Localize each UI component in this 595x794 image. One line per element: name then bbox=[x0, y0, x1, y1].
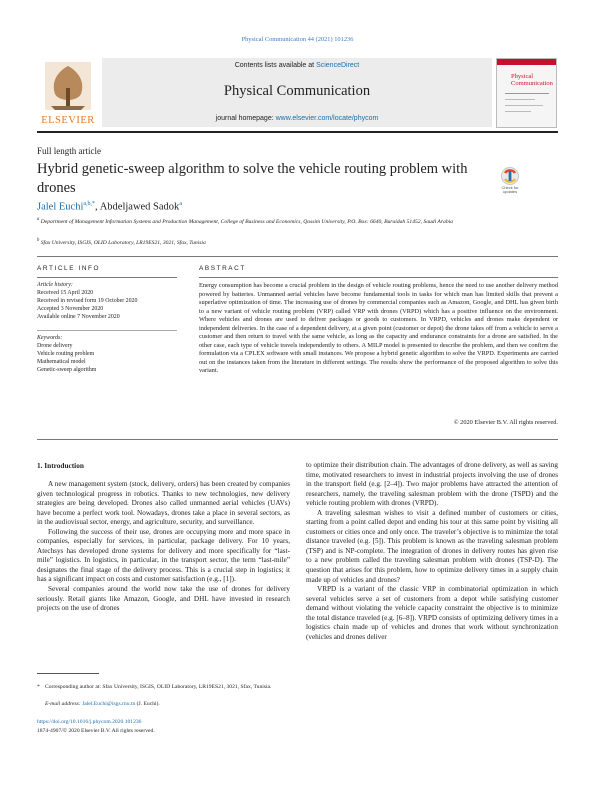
doi-link[interactable]: https://doi.org/10.1016/j.phycom.2020.101236 bbox=[37, 719, 142, 725]
check-updates-icon bbox=[496, 166, 524, 186]
contents-line: Contents lists available at ScienceDirect bbox=[234, 62, 360, 69]
email-footnote: E-mail address: Jalel.Euchi@isgs.rnu.tn (J. Euchi). bbox=[45, 701, 160, 707]
author-name[interactable]: Abdeljawed Sadok bbox=[99, 201, 180, 213]
section-heading: 1. Introduction bbox=[37, 461, 84, 470]
history-item: Accepted 3 November 2020 bbox=[37, 305, 104, 312]
abstract-text: Energy consumption has become a crucial problem in the design of vehicle routing problems, hence the need to use another delivery method powered by batteries. Unmanned aerial vehicles have become fundamental tools in tasks for which man has limited skills that prevent a superlative optimization of time. The increasing use of drones by commercial companies such as Amazon, Google, and DHL has given birth to a new variant of vehicle routing problem (VRP) called VRP with drones (VRPD) which has a positive influence on the environment. Where vehicles and drones are used to deliver packages or goods to customers. In VRPD, vehicles and drones make dependent or independent deliveries. In the case of a dependent delivery, at a given point (customer or depot) the drone takes off from a vehicle to serve a customer and then return to travel with the same vehicle, as long as the capacity and endurance constraints for a drone are satisfied. In the other case, each type of vehicle travels independently to others. A MILP model is presented to describe the problem, and then we confirm the formulation via a CPLEX software with small instances. We propose a hybrid genetic algorithm to solve the VRPD. Experiments are carried out on the instances taken from the literature in different settings. The results show the performance of the proposed algorithm to solve this variant. bbox=[199, 282, 558, 375]
journal-cover-thumbnail[interactable] bbox=[496, 58, 557, 128]
divider bbox=[199, 277, 558, 278]
paragraph: Several companies around the world now take the use of drones for delivery seriously. Retail giants like Amazon, Google, and DHL have invested in research projects on the use of drones bbox=[37, 585, 290, 613]
paragraph: VRPD is a variant of the classic VRP in combinatorial optimization in which several vehicles serve a set of customers from a depot while satisfying customer demand without violating the vehicle capacity constraint the objective is to minimize the total distance traveled (e.g. [6–8]). VRPD consists of optimizing delivery times in a logistics chain made up of vehicles and drones that work without synchronization (vehicles and drones deliver bbox=[306, 585, 558, 641]
article-info-heading: ARTICLE INFO bbox=[37, 265, 101, 272]
article-history: Article history: Received 15 April 2020 Received in revised form 19 October 2020 Accepted 3 November 2020 Available online 7 November 2020 bbox=[37, 282, 177, 322]
keyword: Vehicle routing problem bbox=[37, 350, 95, 357]
keyword: Drone delivery bbox=[37, 342, 73, 349]
divider bbox=[37, 277, 177, 278]
header-rule bbox=[37, 131, 558, 133]
paragraph: A new management system (stock, delivery, orders) has been created by companies given technological progress in robotics. Thanks to new technologies, new delivery strategies are being developed. Drones also called unmanned aerial vehicles (UAVs) have become a perfect work tool. Nowadays, drones take a place in several sectors, as in the audiovisual sector, energy, and agriculture, security, and surveillance. bbox=[37, 480, 290, 527]
journal-homepage-link[interactable]: www.elsevier.com/locate/phycom bbox=[275, 115, 379, 122]
right-column bbox=[306, 461, 558, 642]
paragraph: Following the success of their use, drones are occupying more and more space in companies, especially for services, in particular, package delivery. For 10 years, Atechsys has developed drone systems for delivery and more specifically for “last-mile” logistics. In logistics, in particular, in the transport sector, the term “last-mile” designates the final stage of the delivery process. This is a crucial step in logistics; it has a significant impact on costs and customer satisfaction (e.g., [1]). bbox=[37, 527, 290, 584]
cover-title: Physical Communication bbox=[511, 73, 553, 87]
history-item: Received 15 April 2020 bbox=[37, 289, 94, 296]
journal-name: Physical Communication bbox=[223, 83, 371, 99]
issn-line: 1874-4907/© 2020 Elsevier B.V. All rights reserved. bbox=[37, 728, 155, 734]
journal-citation[interactable]: Physical Communication 44 (2021) 101236 bbox=[241, 36, 354, 43]
author-email-link[interactable]: Jalel.Euchi@isgs.rnu.tn bbox=[82, 701, 136, 707]
check-for-updates-badge[interactable]: Check for updates bbox=[496, 166, 524, 196]
elsevier-logo bbox=[37, 58, 99, 128]
article-title: Hybrid genetic-sweep algorithm to solve the vehicle routing problem with drones bbox=[37, 161, 468, 196]
elsevier-wordmark: ELSEVIER bbox=[41, 115, 95, 126]
divider bbox=[37, 439, 558, 440]
left-column bbox=[37, 480, 290, 614]
history-item: Received in revised form 19 October 2020 bbox=[37, 297, 138, 304]
affiliation: $^a$ Department of Management Information Systems and Production Management, College of Business and Economics, Qassim University, P.O. Box: 6640, Buraidah 51452, Saudi Arabia bbox=[37, 217, 453, 225]
keywords: Keywords: Drone delivery Vehicle routing problem Mathematical model Genetic-sweep algorithm bbox=[37, 335, 177, 375]
sciencedirect-link[interactable]: ScienceDirect bbox=[316, 62, 360, 69]
divider bbox=[37, 330, 177, 331]
paragraph: A traveling salesman wishes to visit a defined number of customers or cities, starting from a point called depot and ending his tour at this same point by visiting all customers or cities once and only once. The traveler’s objective is to minimize the total distance traveled (e.g. [5]). This problem is known as the traveling salesman problem (TSP) and is NP-complete. The integration of drones in delivery routes has given rise to a new problem called the traveling salesman problem with drones (TSP-D). The question that arises for this problem, how to optimize delivery times in a supply chain made up of vehicles and drones? bbox=[306, 508, 558, 584]
affiliation: $^b$ Sfax University, ISGIS, OLID Laboratory, LR19ES21, 3021, Sfax, Tunisia bbox=[37, 238, 206, 246]
author-name[interactable]: Jalel Euchi bbox=[37, 201, 84, 213]
homepage-line: journal homepage: www.elsevier.com/locate/phycom bbox=[215, 115, 379, 122]
paragraph: to optimize their distribution chain. The advantages of drone delivery, as well as saving time, motivated researchers to invest in industrial projects involving the use of drones in the transport field (e.g. [2–4]). Two major problems have attracted the attention of researchers, namely, the traveling salesman problem with the drone (TSPD) and the vehicle routing problem with drones (VRPD). bbox=[306, 461, 558, 508]
footnote-rule bbox=[37, 673, 99, 674]
keyword: Genetic-sweep algorithm bbox=[37, 366, 97, 373]
keyword: Mathematical model bbox=[37, 358, 86, 365]
abstract-heading: ABSTRACT bbox=[199, 265, 246, 272]
author-list: Jalel Euchi$^{a,b,*}$, Abdeljawed Sadok$^a$ bbox=[37, 201, 182, 213]
divider bbox=[37, 256, 558, 257]
article-type: Full length article bbox=[37, 146, 101, 156]
history-item: Available online 7 November 2020 bbox=[37, 313, 120, 320]
copyright: © 2020 Elsevier B.V. All rights reserved. bbox=[453, 419, 558, 426]
footnote: * Corresponding author at: Sfax University, ISGIS, OLID Laboratory, LR19ES21, 3021, Sfax, Tunisia. bbox=[37, 684, 272, 690]
